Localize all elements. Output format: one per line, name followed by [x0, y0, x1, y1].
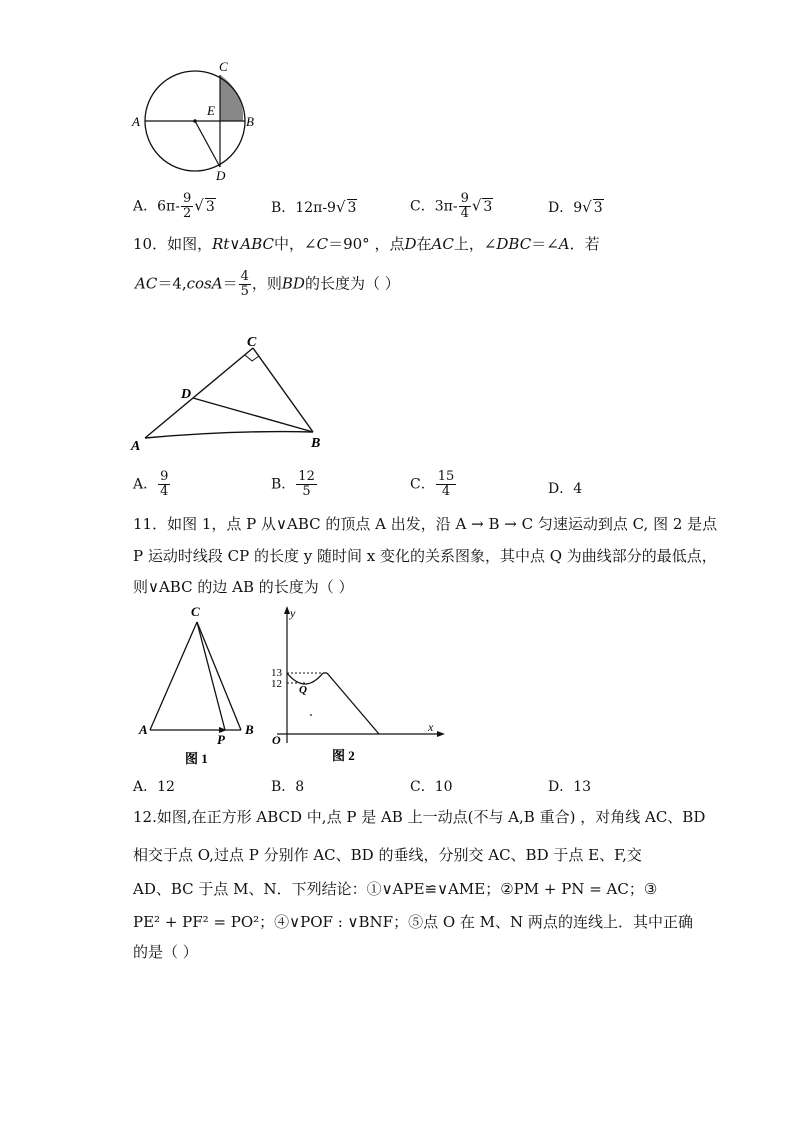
side-cb: [253, 348, 313, 432]
q10-option-b[interactable]: B． $\frac{12}{5}$: [271, 469, 315, 499]
fig1-triangle: [135, 603, 265, 768]
segment-db: [193, 398, 313, 432]
label-d: D: [181, 387, 192, 402]
x-arrow: [437, 731, 445, 737]
label-b: B: [311, 436, 321, 451]
tick-13: 13: [271, 667, 282, 679]
q11-options: [0, 776, 794, 806]
q10-options: [0, 470, 794, 500]
center-dot: [193, 119, 197, 123]
q10-stem-line2: AC＝4,cosA＝ $\frac{4}{5}$ ，则BD的长度为（ ）: [135, 269, 400, 299]
label-a: A: [132, 114, 140, 129]
q11-option-c[interactable]: C．10: [410, 779, 453, 795]
q10-stem-line1: 10．如图，Rt∨ABC中，∠C＝90° ，点D在AC上，∠DBC＝∠A．若: [133, 235, 600, 253]
label-c: C: [219, 59, 228, 74]
fraction: $\frac{12}{5}$: [298, 469, 315, 499]
q11-option-a[interactable]: A．12: [133, 779, 175, 795]
caption: 图 2: [332, 748, 355, 763]
fig2-graph: [265, 603, 450, 768]
side-cb: [197, 622, 241, 730]
q9-option-b[interactable]: B．12π-9√ 3: [271, 198, 357, 216]
stray-dot: [310, 714, 312, 716]
q9-option-c[interactable]: C．3π- $\frac{9}{4}$ √ 3: [410, 191, 493, 221]
tick-12: 12: [271, 678, 282, 690]
q9-option-a[interactable]: A．6π- $\frac{9}{2}$ √ 3: [133, 191, 215, 221]
segment-cp: [197, 622, 225, 730]
triangle-abc-figure: [125, 332, 335, 452]
fraction: $\frac{4}{5}$: [240, 269, 249, 299]
radius-d: [195, 121, 220, 167]
q12-stem-line2: 相交于点 O,过点 P 分别作 AC、BD 的垂线，分别交 AC、BD 于点 E、F,交: [133, 846, 642, 864]
q12-stem-line1: 12.如图,在正方形 ABCD 中,点 P 是 AB 上一动点(不与 A,B 重合) ，对角线 AC、BD: [133, 808, 706, 826]
circle-figure: [125, 55, 275, 185]
caption: 图 1: [185, 751, 208, 766]
side-ac: [150, 622, 197, 730]
q12-stem-line3: AD、BC 于点 M、N．下列结论：①∨APE≌∨AME；②PM + PN = AC；③: [133, 880, 658, 898]
q10-option-d[interactable]: D．4: [548, 481, 583, 497]
q9-option-d[interactable]: D．9√ 3: [548, 198, 603, 216]
label-x: x: [428, 720, 434, 734]
label-y: y: [290, 606, 296, 620]
label-d: D: [216, 168, 226, 183]
right-angle-mark: [245, 355, 259, 361]
q10-option-c[interactable]: C． $\frac{15}{4}$: [410, 469, 455, 499]
q11-stem-line1: 11．如图 1，点 P 从∨ABC 的顶点 A 出发，沿 A → B → C 匀速运动到点 C, 图 2 是点: [133, 515, 718, 533]
label-c: C: [247, 335, 257, 350]
q11-stem-line2: P 运动时线段 CP 的长度 y 随时间 x 变化的关系图象，其中点 Q 为曲线部分的最低点，: [133, 547, 717, 565]
label-e: E: [207, 103, 215, 118]
q9-options: [0, 192, 794, 222]
q12-stem-line5: 的是（ ）: [133, 943, 198, 961]
label-p: P: [217, 732, 225, 747]
label-a: A: [131, 439, 141, 452]
q12-stem-line4: PE² + PF² = PO²；④∨POF : ∨BNF；⑤点 O 在 M、N 两点的连线上．其中正确: [133, 913, 693, 931]
q11-option-b[interactable]: B．8: [271, 779, 305, 795]
label-o: O: [272, 733, 281, 747]
label-a: A: [139, 722, 148, 737]
label-b: B: [245, 722, 254, 737]
fraction: $\frac{9}{4}$: [460, 191, 469, 221]
q11-stem-line3: 则∨ABC 的边 AB 的长度为（ ）: [133, 578, 354, 596]
curve-segment: [287, 673, 323, 684]
fraction: $\frac{9}{4}$: [160, 469, 169, 499]
side-ac: [145, 348, 253, 438]
side-ab: [145, 432, 313, 438]
descending-segment: [327, 673, 379, 734]
fraction: $\frac{15}{4}$: [437, 469, 455, 499]
q11-option-d[interactable]: D．13: [548, 779, 592, 795]
label-c: C: [191, 604, 200, 619]
q10-option-a[interactable]: A． $\frac{9}{4}$: [133, 469, 169, 499]
fraction: $\frac{9}{2}$: [182, 191, 192, 221]
label-q: Q: [299, 684, 307, 696]
label-b: B: [246, 114, 254, 129]
